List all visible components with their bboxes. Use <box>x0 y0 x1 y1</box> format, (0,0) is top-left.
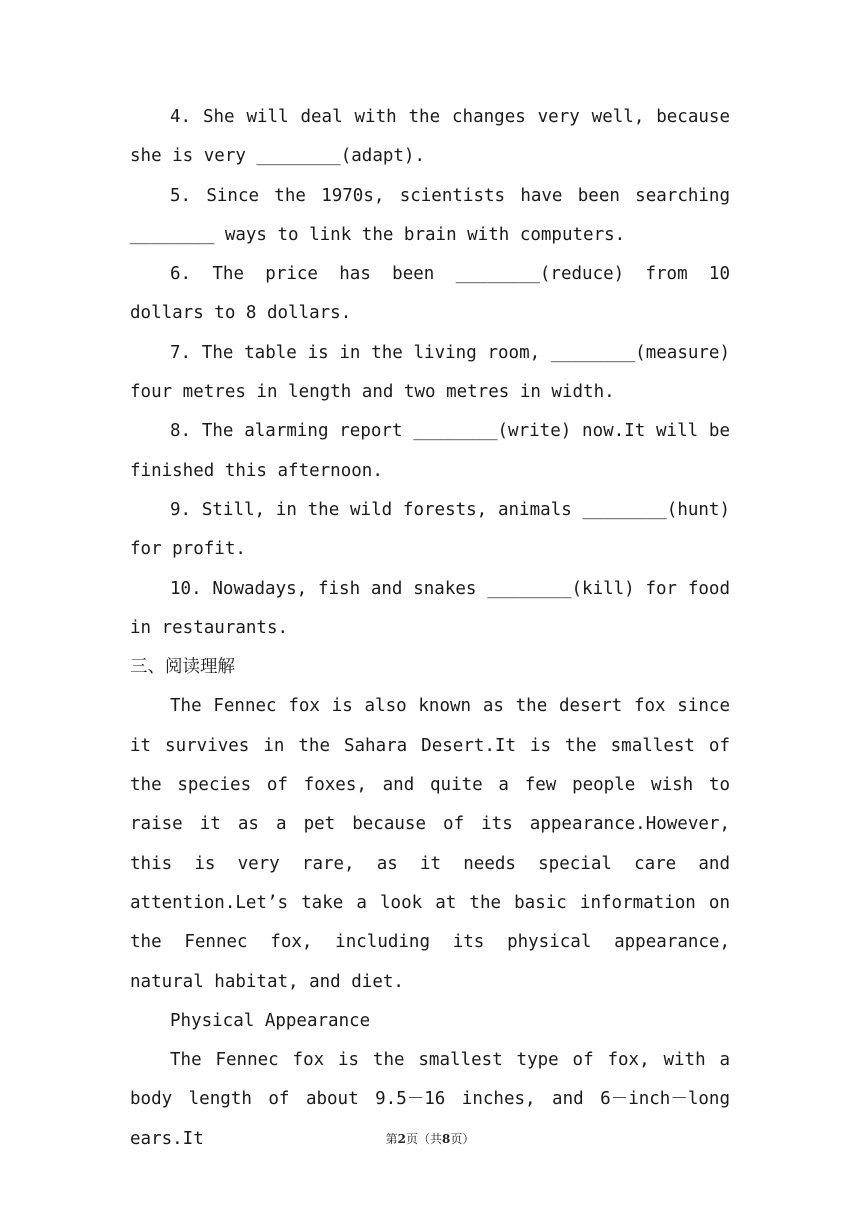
reading-body: The Fennec fox is the smallest type of fox, with a body length of about 9.5－16 inches, and 6－inch－long ears.It <box>130 1050 730 1149</box>
question-10: 10. Nowadays, fish and snakes ________(kill) for food in restaurants. <box>130 578 730 638</box>
footer-page-number: 2 <box>397 1132 406 1146</box>
question-6: 6. The price has been ________(reduce) from 10 dollars to 8 dollars. <box>130 264 730 324</box>
page-footer <box>0 1130 860 1147</box>
reading-subheading: Physical Appearance <box>170 1010 371 1031</box>
question-5: 5. Since the 1970s, scientists have been searching ________ ways to link the brain with computers. <box>130 185 730 245</box>
section-title: 三、阅读理解 <box>130 657 235 678</box>
footer-suffix: 页） <box>450 1132 475 1146</box>
footer-middle: 页（共 <box>405 1132 442 1146</box>
reading-intro: The Fennec fox is also known as the desert fox since it survives in the Sahara Desert.It is the smallest of the species of foxes, and quite a few people wish to raise it as a pet because of its appearance.However, this is very rare, as it needs special care and attention.Let’s take a look at the basic information on the Fennec fox, including its physical appearance, natural habitat, and diet. <box>130 696 730 992</box>
question-9: 9. Still, in the wild forests, animals ________(hunt) for profit. <box>130 499 730 560</box>
question-8: 8. The alarming report ________(write) now.It will be finished this afternoon. <box>130 421 730 481</box>
footer-total-pages: 8 <box>442 1132 451 1146</box>
question-7: 7. The table is in the living room, ________(measure) four metres in length and two metres in width. <box>130 342 730 403</box>
document-page <box>130 98 730 1159</box>
question-4: 4. She will deal with the changes very well, because she is very ________(adapt). <box>130 107 730 167</box>
footer-prefix: 第 <box>385 1132 398 1146</box>
